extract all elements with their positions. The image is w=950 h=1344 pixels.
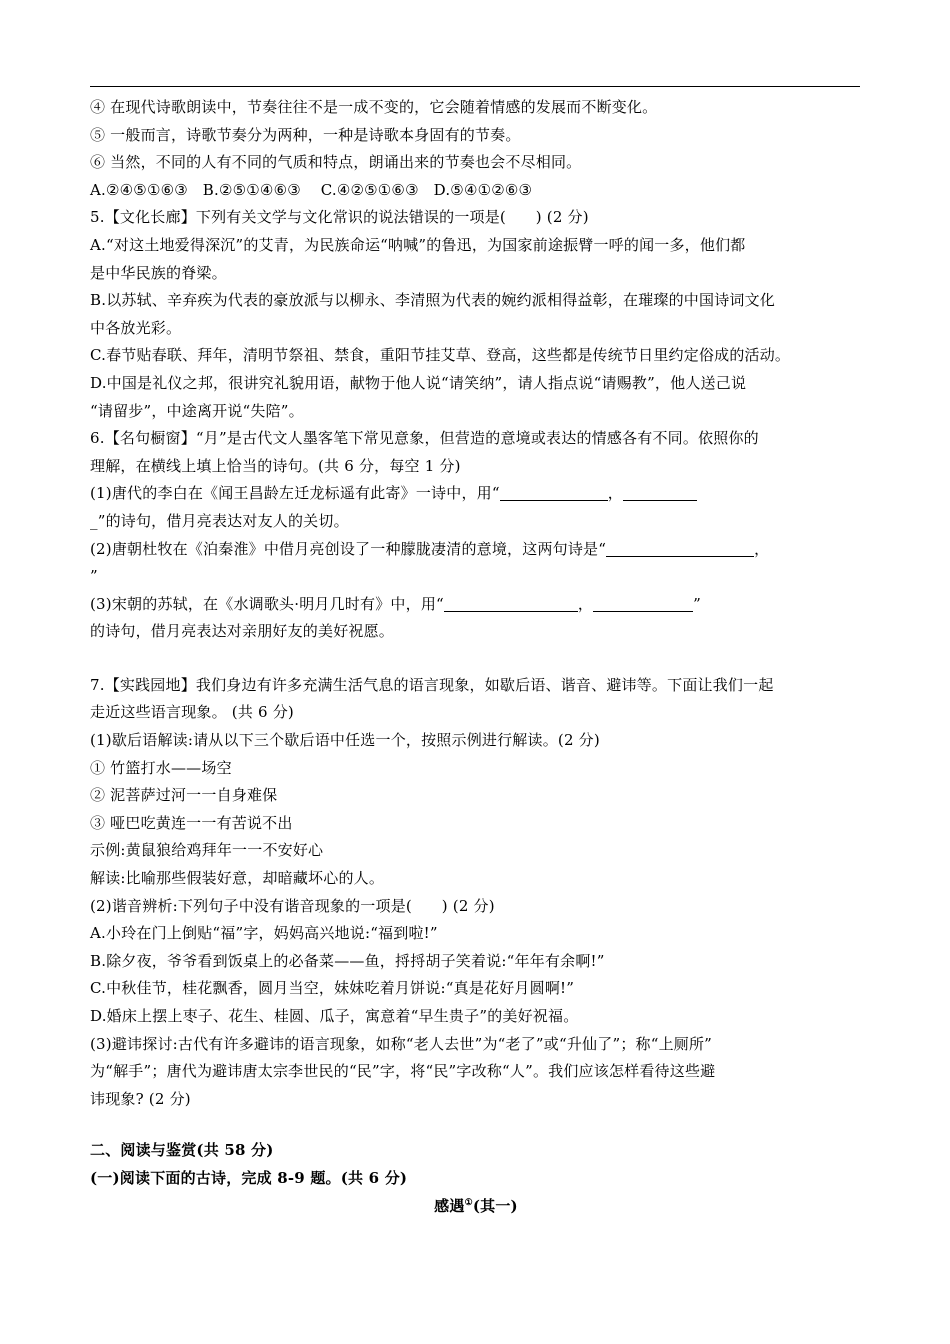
text-line: ① 竹篮打水——场空 (90, 758, 232, 777)
text-line: D.婚床上摆上枣子、花生、桂圆、瓜子，寓意着“早生贵子”的美好祝福。 (90, 1007, 579, 1025)
text-line: (3)避讳探讨:古代有许多避讳的语言现象，如称“老人去世”为“老了”或“升仙了”；称“上厕所” (90, 1034, 713, 1053)
question-5: 5.【文化长廊】下列有关文学与文化常识的说法错误的一项是( ) (2 分) (90, 208, 589, 227)
question-7: 7.【实践园地】我们身边有许多充满生活气息的语言现象，如歇后语、谐音、避讳等。下面让我们一起 (90, 675, 774, 694)
text-line: “请留步”，中途离开说“失陪”。 (90, 401, 304, 420)
fill-in-line-2 (90, 536, 862, 564)
text-line: (2)谐音辨析:下列句子中没有谐音现象的一项是( ) (2 分) (90, 896, 495, 915)
answer-blank[interactable] (444, 595, 578, 612)
text-line: (1)歇后语解读:请从以下三个歇后语中任选一个，按照示例进行解读。(2 分) (90, 731, 600, 750)
fill-in-text: (3)宋朝的苏轼，在《水调歌头·明月几时有》中，用“ (90, 594, 444, 613)
answer-blank[interactable] (593, 595, 693, 612)
fill-in-line-3 (90, 591, 862, 619)
text-line: 走近这些语言现象。 (共 6 分) (90, 703, 294, 722)
text-line: D.中国是礼仪之邦，很讲究礼貌用语，献物于他人说“请笑纳”，请人指点说“请赐教”，他人送己说 (90, 373, 747, 392)
text-line: C.春节贴春联、拜年，清明节祭祖、禁食，重阳节挂艾草、登高，这些都是传统节日里约定俗成的活动。 (90, 346, 791, 365)
text-line: 为“解手”；唐代为避讳唐太宗李世民的“民”字，将“民”字改称“人”。我们应该怎样看待这些避 (90, 1062, 716, 1081)
text-line: 是中华民族的脊梁。 (90, 263, 227, 282)
spacer (90, 1113, 862, 1137)
fill-in-text: ， (754, 539, 770, 558)
poem-title-suffix: (其一) (472, 1196, 518, 1215)
fill-in-text: ， (577, 594, 594, 613)
text-line: C.中秋佳节，桂花飘香，圆月当空，妹妹吃着月饼说:“真是花好月圆啊!” (90, 979, 575, 998)
fill-in-text: (2)唐朝杜牧在《泊秦淮》中借月亮创设了一种朦胧凄清的意境，这两句诗是“ (90, 539, 607, 558)
spacer (90, 646, 862, 672)
fill-in-text: (1)唐代的李白在《闻王昌龄左迁龙标遥有此寄》一诗中，用“ (90, 484, 500, 503)
text-line: B.除夕夜，爷爷看到饭桌上的必备菜——鱼，捋捋胡子笑着说:“年年有余啊!” (90, 951, 605, 970)
answer-blank[interactable] (623, 484, 697, 501)
text-line: ③ 哑巴吃黄连一一有苦说不出 (90, 813, 293, 832)
fill-in-line-1 (90, 480, 862, 508)
question-6: 6.【名句橱窗】“月”是古代文人墨客笔下常见意象，但营造的意境或表达的情感各有不同。依照你的 (90, 429, 759, 448)
text-line: 解读:比喻那些假装好意，却暗藏坏心的人。 (90, 869, 385, 888)
text-line: 示例:黄鼠狼给鸡拜年一一不安好心 (90, 841, 324, 860)
text-line: B.以苏轼、辛弃疾为代表的豪放派与以柳永、李清照为代表的婉约派相得益彰，在璀璨的中国诗词文化 (90, 291, 775, 310)
text-line: 的诗句，借月亮表达对亲朋好友的美好祝愿。 (90, 622, 395, 641)
subsection-heading: (一)阅读下面的古诗，完成 8-9 题。(共 6 分) (90, 1168, 408, 1187)
fill-in-text: ， (607, 484, 623, 503)
text-line: A.“对这土地爱得深沉”的艾青，为民族命运“呐喊”的鲁迅，为国家前途振臂一呼的闻一多，他们都 (90, 235, 746, 254)
answer-options: A.②④⑤①⑥③ B.②⑤①④⑥③ C.④②⑤①⑥③ D.⑤④①②⑥③ (90, 180, 533, 199)
section-heading: 二、阅读与鉴赏(共 58 分) (90, 1141, 274, 1160)
text-line: ④ 在现代诗歌朗读中，节奏往往不是一成不变的，它会随着情感的发展而不断变化。 (90, 98, 658, 116)
text-line: 中各放光彩。 (90, 318, 182, 337)
answer-blank[interactable] (606, 540, 754, 557)
document-body (90, 94, 862, 1220)
text-line: ⑤ 一般而言，诗歌节奏分为两种，一种是诗歌本身固有的节奏。 (90, 125, 521, 144)
text-line: ② 泥菩萨过河一一自身难保 (90, 786, 278, 805)
text-line: ⑥ 当然，不同的人有不同的气质和特点，朗诵出来的节奏也会不尽相同。 (90, 153, 582, 172)
header-rule (90, 86, 860, 87)
fill-in-text: ” (693, 594, 701, 613)
text-line: 讳现象? (2 分) (90, 1089, 191, 1108)
poem-title-text: 感遇 (434, 1196, 465, 1215)
text-line: 理解，在横线上填上恰当的诗句。(共 6 分，每空 1 分) (90, 456, 461, 475)
text-line: ” (90, 567, 98, 586)
footnote-marker: ① (464, 1197, 473, 1208)
answer-blank[interactable] (500, 484, 608, 501)
text-line: _”的诗句，借月亮表达对友人的关切。 (90, 511, 349, 530)
text-line: A.小玲在门上倒贴“福”字，妈妈高兴地说:“福到啦!” (90, 924, 438, 943)
poem-title (90, 1193, 862, 1221)
